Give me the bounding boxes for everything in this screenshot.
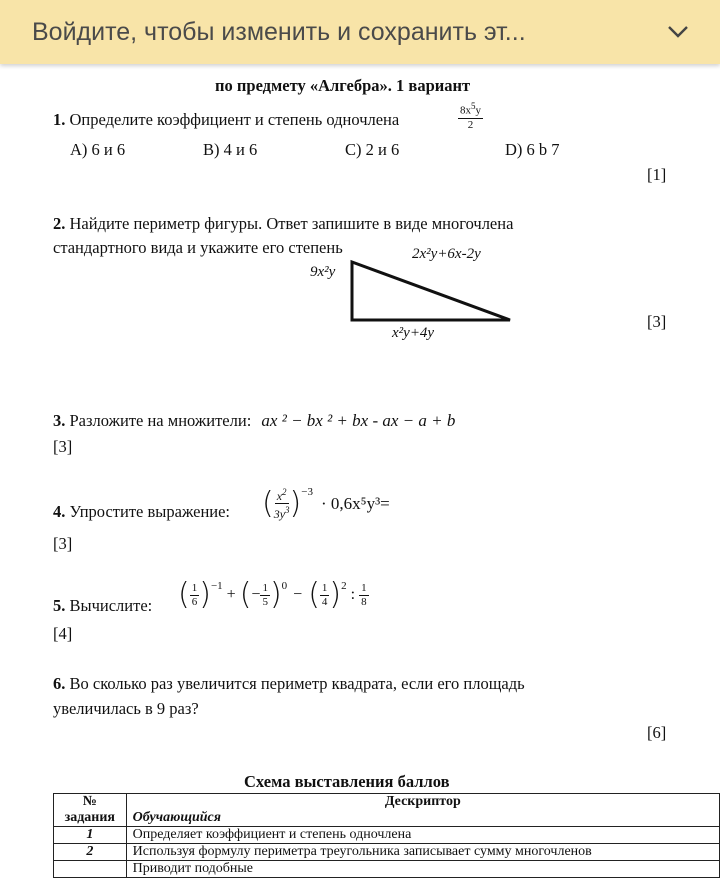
question-2-line2: стандартного вида и укажите его степень [53,238,343,257]
label-bottom-side: x²y+4y [392,325,435,341]
scheme-title: Схема выставления баллов [244,772,450,791]
q1-mark: [1] [647,165,667,184]
q5-expression: ( $\frac{1}{6}$ ) $^{-1}$ + ( − $\frac{1}{5}$ ) $^0$ − ( $\frac{1}{4}$ ) $^2$ : $\frac{1}{8}$ [178,577,367,612]
col-number-header: № [54,794,127,811]
scheme-table [53,793,720,878]
q1-option-b[interactable]: B) 4 и 6 [203,140,258,159]
question-5: 5. Вычислите: [53,596,153,615]
q5-mark: [4] [53,624,73,643]
q6-mark: [6] [647,723,667,742]
q4-mark: [3] [53,534,73,553]
question-2: 2. Найдите периметр фигуры. Ответ запишите в виде многочлена [53,214,514,233]
q2-mark: [3] [647,312,667,331]
table-row: 2 Используя формулу периметра треугольника записывает сумму многочленов [54,844,720,861]
question-6-line2: увеличилась в 9 раз? [53,699,199,718]
question-3: 3. Разложите на множители: ax ² − bx ² + bx - ax − a + b [53,411,456,430]
question-1 [53,110,399,130]
question-text: Определите коэффициент и степень одночлена [69,110,400,129]
q3-mark: [3] [53,437,73,456]
col-descriptor-header: Дескриптор [126,794,719,811]
table-row: 1 Определяет коэффициент и степень одночлена [54,827,720,844]
question-4: 4. Упростите выражение: [53,502,231,521]
question-number: 1. [53,110,66,129]
q1-fraction: $\frac{8x^5y}{2}$ [460,101,481,131]
table-row: Приводит подобные [54,861,720,878]
q1-option-d[interactable]: D) 6 b 7 [505,140,560,159]
label-hypotenuse: 2x²y+6x-2y [412,246,481,262]
label-left-side: 9x²y [310,264,336,280]
q1-option-a[interactable]: A) 6 и 6 [70,140,126,159]
q3-expression: ax ² − bx ² + bx - ax − a + b [261,411,456,430]
q1-option-c[interactable]: C) 2 и 6 [345,140,400,159]
doc-header: по предмету «Алгебра». 1 вариант [215,76,471,95]
col-number-subheader: задания [54,810,127,827]
banner-text: Войдите, чтобы изменить и сохранить эт... [32,17,526,46]
sign-in-banner[interactable] [0,0,720,64]
chevron-down-icon[interactable] [666,20,690,44]
q4-expression: ( $\frac{x^2}{3y^3}$ ) $^{-3}$ · 0,6x⁵y³= [262,485,390,521]
question-6: 6. Во сколько раз увеличится периметр квадрата, если его площадь [53,674,525,693]
col-descriptor-subheader: Обучающийся [126,810,719,827]
